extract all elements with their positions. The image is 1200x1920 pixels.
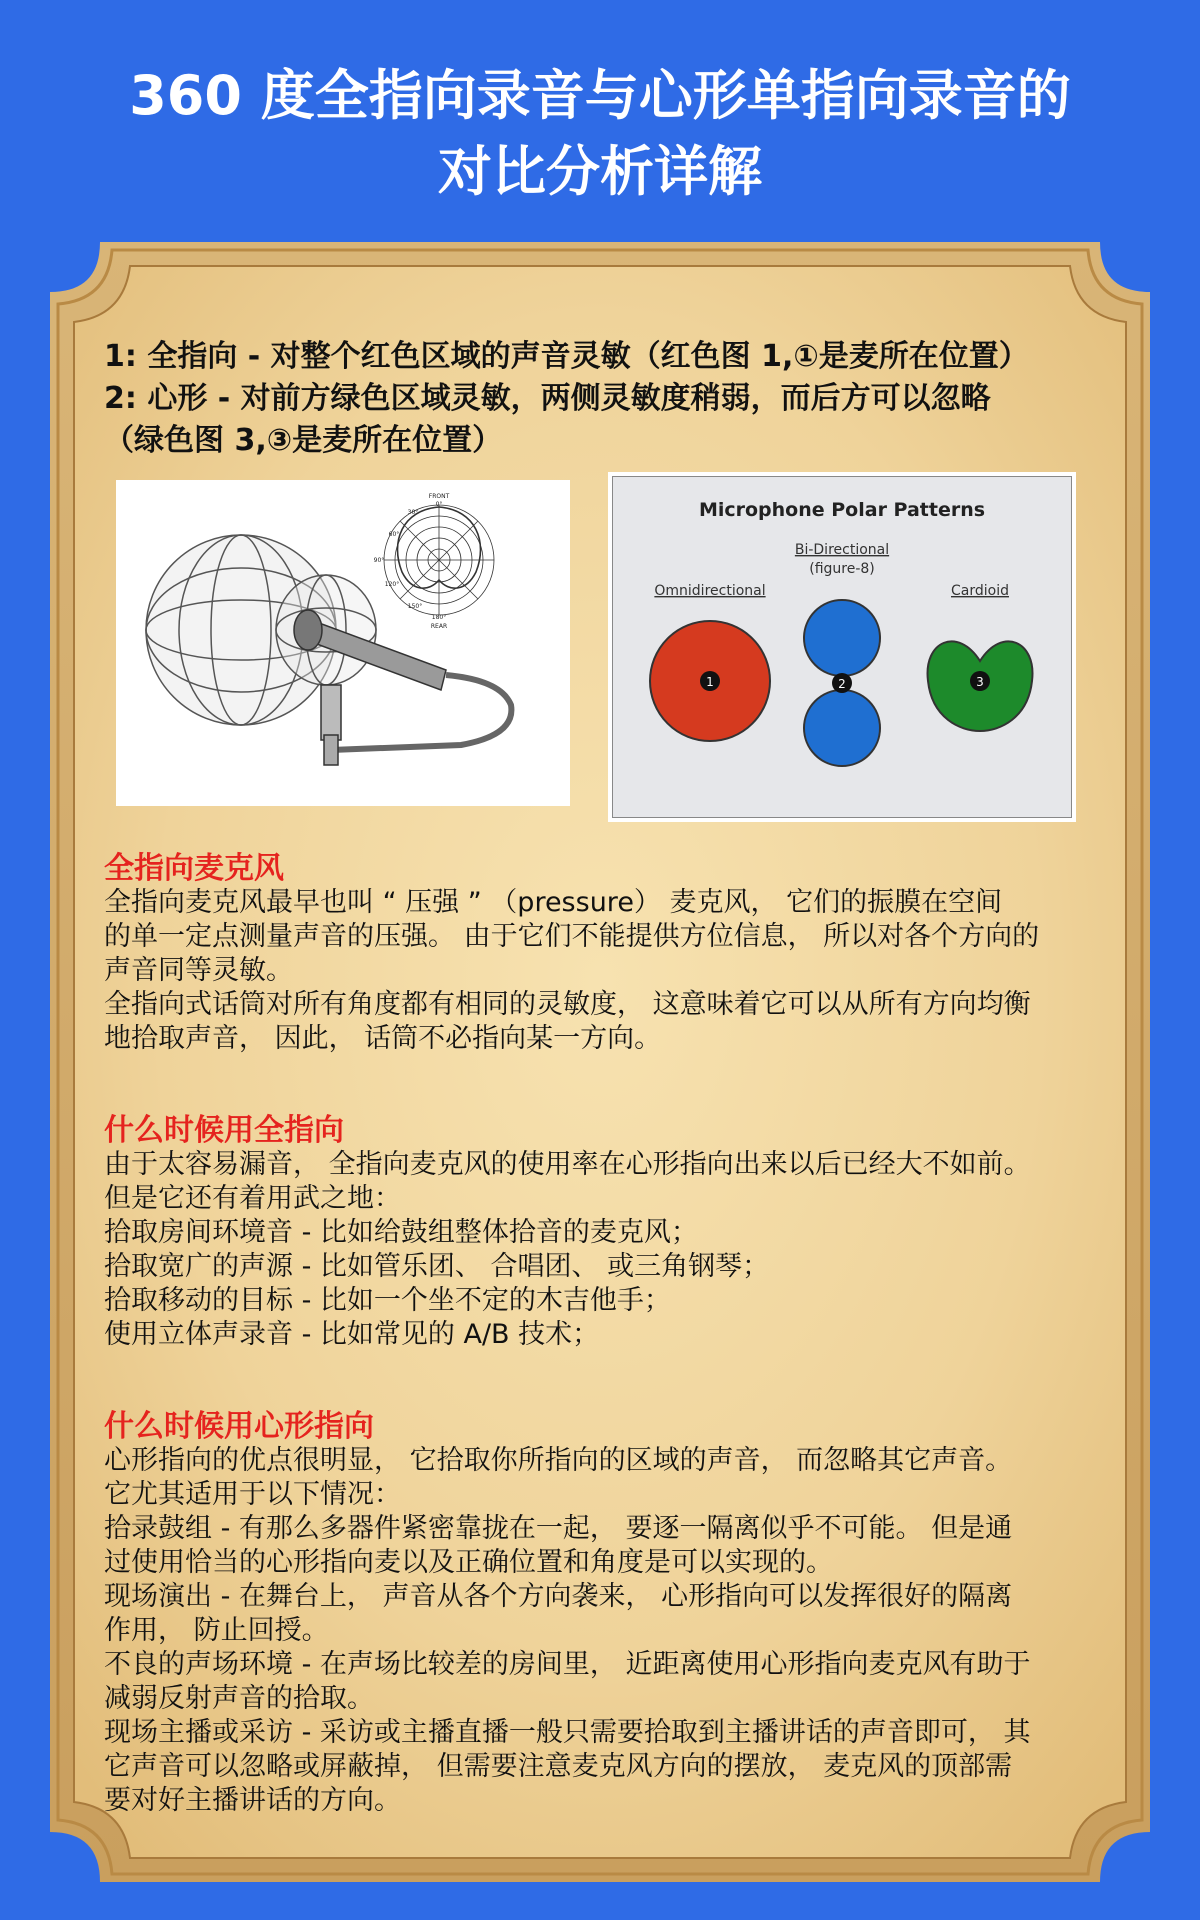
section-when-omni [104,1114,1104,1352]
polar-label-60: 60° [388,531,400,538]
section-heading: 什么时候用全指向 [104,1113,344,1148]
cardioid-label: Cardioid [951,583,1009,599]
paragraph-line: 减弱反射声音的拾取。 [104,1683,374,1714]
polar-label-rear: REAR [430,623,448,630]
content-area [104,336,1104,1818]
paragraph-line: 拾录鼓组 - 有那么多器件紧密靠拢在一起， 要逐一隔离似乎不可能。 但是通 [104,1513,1013,1544]
paragraph-line: 但是它还有着用武之地： [104,1183,401,1214]
paragraph-line: 拾取房间环境音 - 比如给鼓组整体拾音的麦克风； [104,1217,698,1248]
paragraph-line: 心形指向的优点很明显， 它拾取你所指向的区域的声音， 而忽略其它声音。 [104,1445,1013,1476]
polar-label-180: 180° [431,614,447,621]
paragraph-line: 作用， 防止回授。 [104,1615,329,1646]
marker-3: 3 [976,675,984,689]
paragraph-line: 它尤其适用于以下情况： [104,1479,401,1510]
section-when-cardioid [104,1410,1104,1818]
paragraph-line: 现场主播或采访 - 采访或主播直播一般只需要拾取到主播讲话的声音即可， 其 [104,1717,1031,1748]
polar-label-30: 30° [407,509,419,516]
page-title [0,58,1200,210]
polar-label-150: 150° [407,603,423,610]
polar-label-0: 0° [435,501,443,508]
marker-2: 2 [838,677,846,691]
figure-title: Microphone Polar Patterns [698,499,986,521]
paragraph-line: 拾取移动的目标 - 比如一个坐不定的木吉他手； [104,1285,671,1316]
bi-pattern-front [804,600,880,676]
paragraph-line: 全指向式话筒对所有角度都有相同的灵敏度， 这意味着它可以从所有方向均衡 [104,989,1031,1020]
marker-1: 1 [706,675,714,689]
paragraph-line: 由于太容易漏音， 全指向麦克风的使用率在心形指向出来以后已经大不如前。 [104,1149,1031,1180]
section-heading: 什么时候用心形指向 [104,1409,374,1444]
section-heading: 全指向麦克风 [104,851,284,886]
omni-label: Omnidirectional [654,583,766,599]
paragraph-line: 拾取宽广的声源 - 比如管乐团、 合唱团、 或三角钢琴； [104,1251,770,1282]
paragraph-line: 要对好主播讲话的方向。 [104,1785,401,1816]
paragraph-line: 不良的声场环境 - 在声场比较差的房间里， 近距离使用心形指向麦克风有助于 [104,1649,1031,1680]
paragraph-line: 地拾取声音， 因此， 话筒不必指向某一方向。 [104,1023,662,1054]
title-line-2: 对比分析详解 [438,140,762,203]
bi-sub-label: (figure-8) [809,561,875,577]
paragraph-line: 它声音可以忽略或屏蔽掉， 但需要注意麦克风方向的摆放， 麦克风的顶部需 [104,1751,1013,1782]
intro-line-2: 2: 心形 - 对前方绿色区域灵敏，两侧灵敏度稍弱，而后方可以忽略 [104,381,991,416]
microphone-pattern-illustration [116,480,570,806]
bi-label: Bi-Directional [794,542,890,558]
polar-label-front: FRONT [428,493,450,500]
paragraph-line: 过使用恰当的心形指向麦以及正确位置和角度是可以实现的。 [104,1547,833,1578]
paragraph-line: 使用立体声录音 - 比如常见的 A/B 技术； [104,1319,600,1350]
section-omni [104,852,1104,1056]
figure-row [104,472,1104,852]
bi-pattern-rear [804,690,880,766]
polar-patterns-figure [608,472,1076,822]
paragraph-line: 全指向麦克风最早也叫 “ 压强 ” （pressure） 麦克风， 它们的振膜在空间 [104,887,1003,918]
paragraph-line: 的单一定点测量声音的压强。 由于它们不能提供方位信息， 所以对各个方向的 [104,921,1040,952]
intro-line-3: （绿色图 3,③是麦所在位置） [104,423,503,458]
paragraph-line: 现场演出 - 在舞台上， 声音从各个方向袭来， 心形指向可以发挥很好的隔离 [104,1581,1013,1612]
intro-line-1: 1: 全指向 - 对整个红色区域的声音灵敏（红色图 1,①是麦所在位置） [104,339,1029,374]
polar-label-90: 90° [373,557,385,564]
paragraph-line: 声音同等灵敏。 [104,955,293,986]
polar-label-120: 120° [384,581,400,588]
title-line-1: 360 度全指向录音与心形单指向录音的 [129,64,1071,127]
